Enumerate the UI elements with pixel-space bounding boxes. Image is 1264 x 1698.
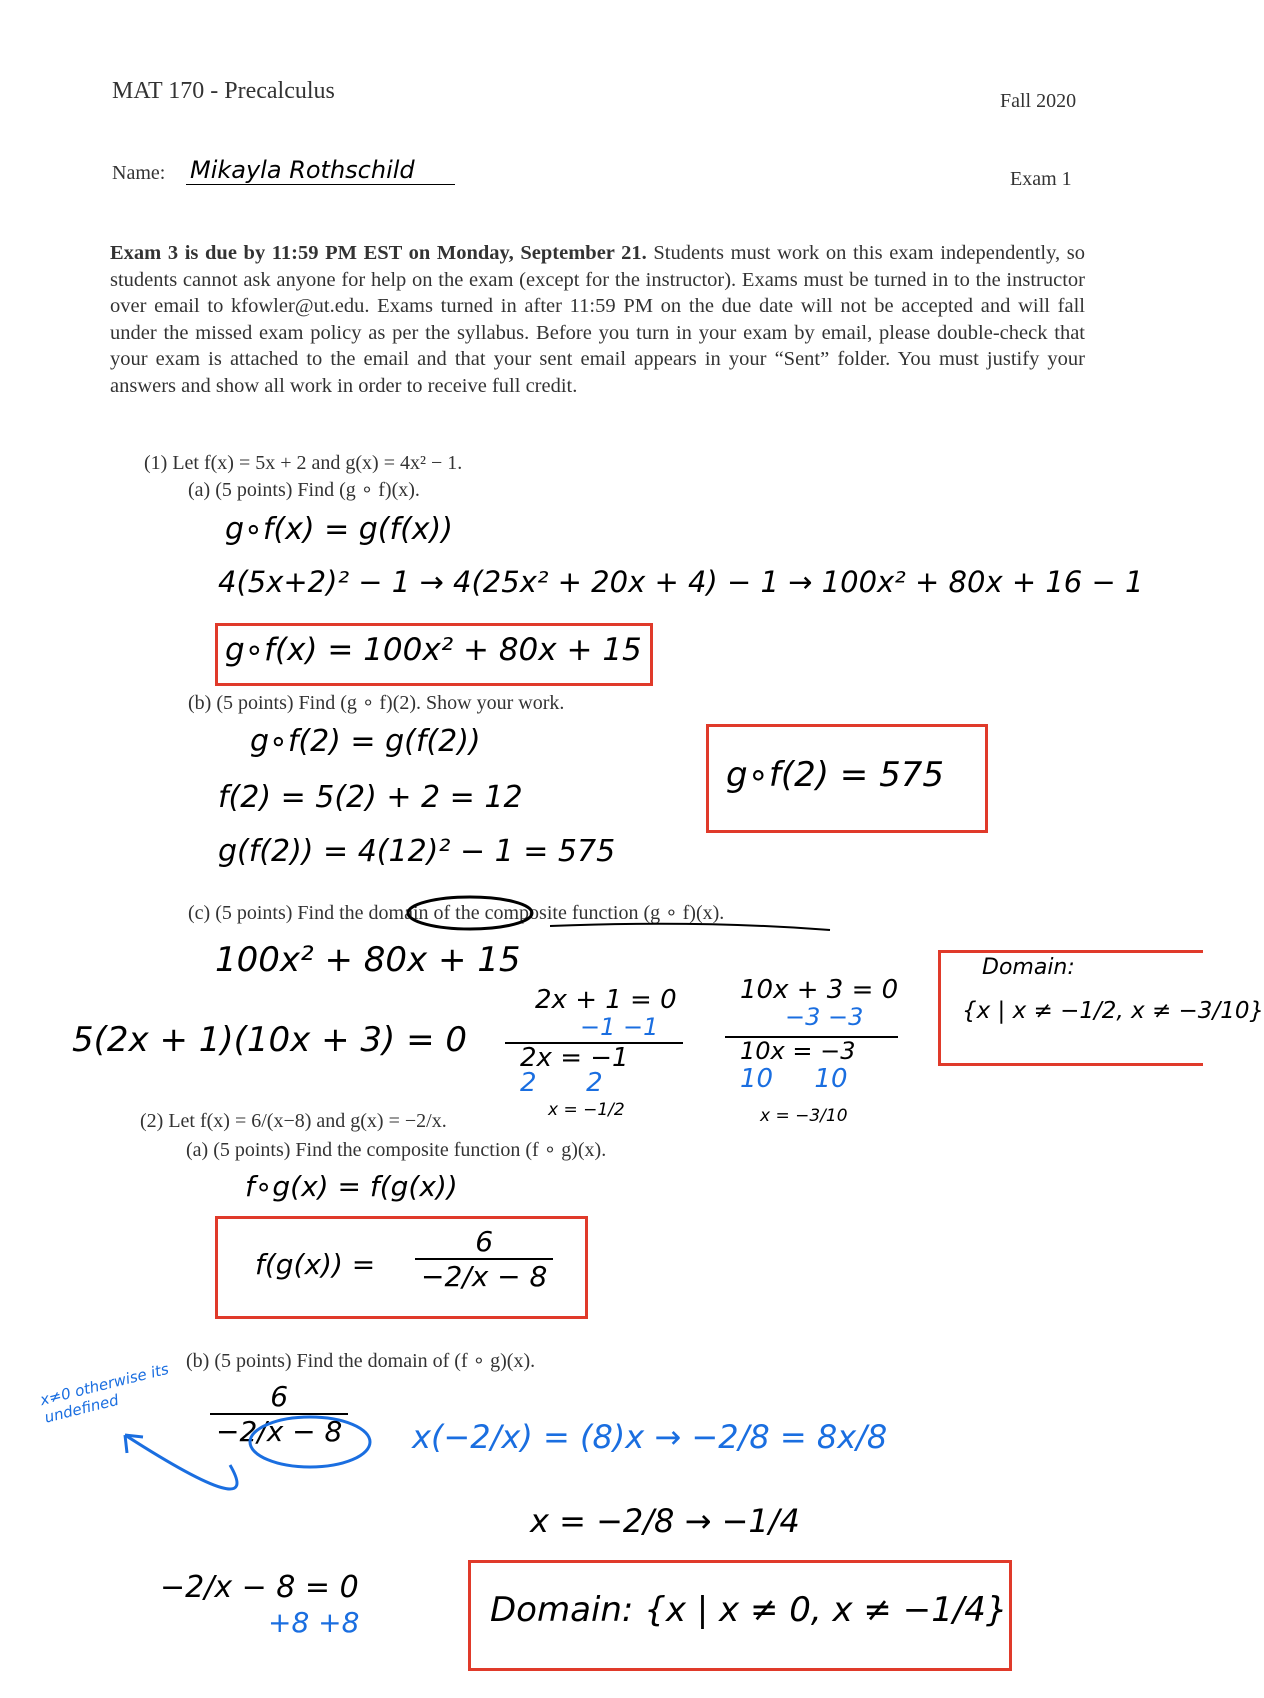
q1c-work-line1: 100x² + 80x + 15 xyxy=(215,940,521,980)
q1a-answer: g∘f(x) = 100x² + 80x + 15 xyxy=(225,632,642,668)
q2b-blue-circle-arrow xyxy=(115,1405,375,1505)
q2b-margin-note: x≠0 otherwise its undefined xyxy=(38,1359,171,1427)
term: Fall 2020 xyxy=(1000,90,1077,112)
factor1-result: x = −1/2 xyxy=(548,1100,625,1120)
course-title: MAT 170 - Precalculus xyxy=(112,78,335,104)
factor2-simplified: 10x = −3 xyxy=(740,1037,856,1065)
factor2-result: x = −3/10 xyxy=(760,1106,848,1126)
q1a-work-line1: g∘f(x) = g(f(x)) xyxy=(225,512,453,547)
q1-stem: (1) Let f(x) = 5x + 2 and g(x) = 4x² − 1. xyxy=(144,452,463,474)
q2a-work-line1: f∘g(x) = f(g(x)) xyxy=(245,1170,458,1203)
q2b-work-line4: +8 +8 xyxy=(268,1606,360,1639)
q2-stem: (2) Let f(x) = 6/(x−8) and g(x) = −2/x. xyxy=(140,1110,447,1132)
instructions-paragraph xyxy=(110,240,1085,399)
q1c-prompt: (c) (5 points) Find the domain of the composite function (g ∘ f)(x). xyxy=(188,902,725,924)
factor1-step: −1 −1 xyxy=(580,1013,659,1041)
factor2-step: −3 −3 xyxy=(785,1003,864,1031)
factor1-eq: 2x + 1 = 0 xyxy=(535,985,677,1015)
q1a-prompt: (a) (5 points) Find (g ∘ f)(x). xyxy=(188,479,420,501)
name-label: Name: xyxy=(112,162,166,184)
q1c-answer-label: Domain: xyxy=(982,955,1075,980)
due-date: Exam 3 is due by 11:59 PM EST on Monday, September 21. xyxy=(110,242,647,264)
q2b-prompt: (b) (5 points) Find the domain of (f ∘ g)(x). xyxy=(186,1350,536,1372)
q1b-work-line1: g∘f(2) = g(f(2)) xyxy=(250,724,481,759)
q2a-answer-fraction xyxy=(415,1225,553,1293)
q1b-work-line3: g(f(2)) = 4(12)² − 1 = 575 xyxy=(218,834,616,869)
exam-number: Exam 1 xyxy=(1010,168,1072,190)
q1c-work-line2: 5(2x + 1)(10x + 3) = 0 xyxy=(72,1020,468,1060)
student-name: Mikayla Rothschild xyxy=(186,156,455,185)
q1b-answer: g∘f(2) = 575 xyxy=(726,755,944,795)
q2a-prompt: (a) (5 points) Find the composite function (f ∘ g)(x). xyxy=(186,1139,607,1161)
q2b-work-line3: −2/x − 8 = 0 xyxy=(160,1570,359,1605)
q1c-answer: {x | x ≠ −1/2, x ≠ −3/10} xyxy=(962,998,1264,1024)
domain-circle-and-underline xyxy=(400,890,850,934)
q1b-work-line2: f(2) = 5(2) + 2 = 12 xyxy=(218,780,523,815)
factor2-eq: 10x + 3 = 0 xyxy=(740,975,899,1005)
q2b-work-line2: x = −2/8 → −1/4 xyxy=(530,1502,800,1540)
factor1-divide: 2 2 xyxy=(520,1068,603,1098)
q2b-fraction-numerator: 6 xyxy=(210,1380,348,1415)
q2b-answer: Domain: {x | x ≠ 0, x ≠ −1/4} xyxy=(490,1590,1008,1630)
q2a-answer-denominator: −2/x − 8 xyxy=(421,1260,548,1293)
q2b-fraction-denominator: −2/x − 8 xyxy=(216,1415,343,1448)
q2b-work-line1: x(−2/x) = (8)x → −2/8 = 8x/8 xyxy=(412,1418,888,1456)
q1b-prompt: (b) (5 points) Find (g ∘ f)(2). Show your work. xyxy=(188,692,565,714)
q2a-answer-lhs: f(g(x)) = xyxy=(255,1248,376,1281)
q2a-answer-numerator: 6 xyxy=(415,1225,553,1260)
q1a-work-line2: 4(5x+2)² − 1 → 4(25x² + 20x + 4) − 1 → 100x² + 80x + 16 − 1 xyxy=(218,565,1144,599)
instructions-body: Students must work on this exam independently, so students cannot ask anyone for help on the exam (except for the instructor). Exams must be turned in to the instructor over email to kfowler@ut.edu. Exams turned in after 11:59 PM on the due date will not be accepted and will fall under the missed exam policy as per the syllabus. Before you turn in your exam by email, please double-check that your exam is attached to the email and that your sent email appears in your “Sent” folder. You must justify your answers and show all work in order to receive full credit. xyxy=(110,242,1085,397)
factor2-divide: 10 10 xyxy=(740,1064,848,1094)
factor1-simplified: 2x = −1 xyxy=(520,1043,629,1073)
